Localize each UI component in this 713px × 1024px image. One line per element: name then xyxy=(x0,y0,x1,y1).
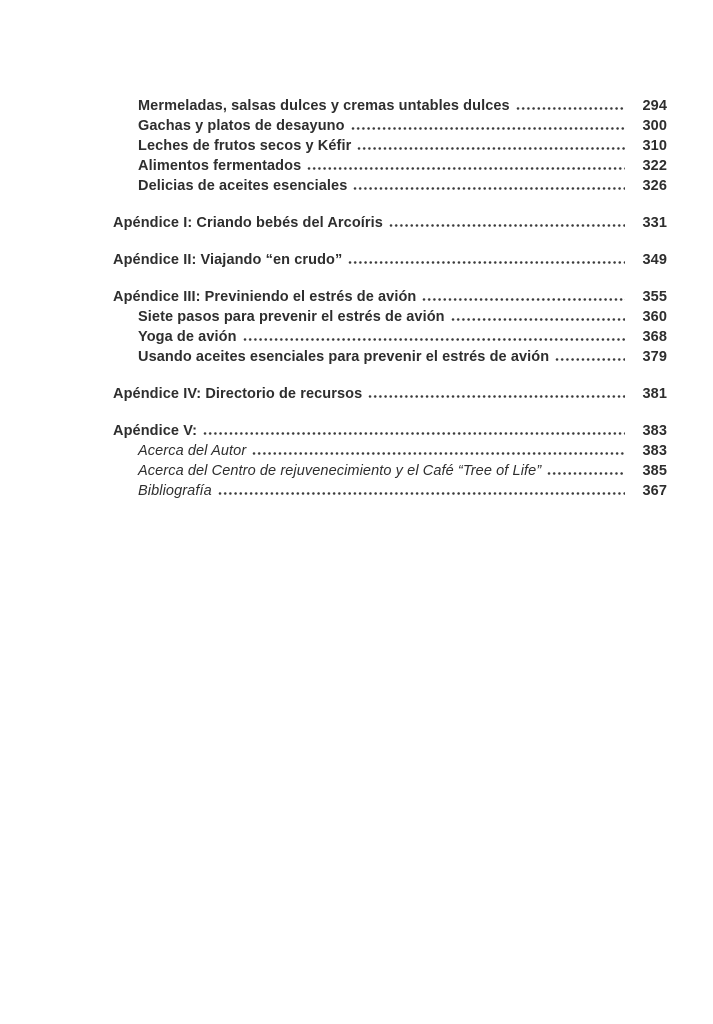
dot-leader xyxy=(451,317,625,322)
toc-row xyxy=(113,136,667,156)
toc-entry-page: 381 xyxy=(642,386,667,402)
toc-entry-page: 294 xyxy=(642,98,667,114)
toc-entry-page: 367 xyxy=(642,483,667,499)
toc-entry-label: Bibliografía xyxy=(138,483,212,499)
dot-leader xyxy=(353,186,625,191)
dot-leader xyxy=(422,297,625,302)
toc-entry-label: Apéndice IV: Directorio de recursos xyxy=(113,386,363,402)
toc-entry-label: Apéndice I: Criando bebés del Arcoíris xyxy=(113,215,383,231)
toc-entry-label: Usando aceites esenciales para prevenir el estrés de avión xyxy=(138,349,550,365)
toc-entry-page: 310 xyxy=(642,138,667,154)
toc-row xyxy=(113,347,667,367)
toc-row xyxy=(113,287,667,307)
toc-entry-label: Delicias de aceites esenciales xyxy=(138,178,348,194)
toc-entry-page: 360 xyxy=(642,309,667,325)
dot-leader xyxy=(243,337,625,342)
dot-leader xyxy=(368,394,625,399)
toc-entry-label: Gachas y platos de desayuno xyxy=(138,118,345,134)
dot-leader xyxy=(203,431,625,436)
dot-leader xyxy=(357,146,625,151)
toc-row xyxy=(113,307,667,327)
dot-leader xyxy=(252,451,625,456)
dot-leader xyxy=(555,357,625,362)
toc-entry-page: 349 xyxy=(642,252,667,268)
toc-list xyxy=(113,96,667,501)
toc-row xyxy=(113,176,667,196)
dot-leader xyxy=(348,260,625,265)
toc-entry-page: 385 xyxy=(642,463,667,479)
toc-row xyxy=(113,461,667,481)
toc-entry-label: Yoga de avión xyxy=(138,329,237,345)
toc-row xyxy=(113,327,667,347)
toc-row xyxy=(113,96,667,116)
toc-entry-page: 383 xyxy=(642,443,667,459)
toc-entry-label: Mermeladas, salsas dulces y cremas untables dulces xyxy=(138,98,510,114)
toc-row xyxy=(113,421,667,441)
toc-entry-label: Acerca del Centro de rejuvenecimiento y el Café “Tree of Life” xyxy=(138,463,542,479)
toc-entry-page: 379 xyxy=(642,349,667,365)
toc-entry-label: Siete pasos para prevenir el estrés de avión xyxy=(138,309,445,325)
toc-entry-page: 331 xyxy=(642,215,667,231)
toc-entry-page: 326 xyxy=(642,178,667,194)
toc-row xyxy=(113,116,667,136)
dot-leader xyxy=(218,491,625,496)
dot-leader xyxy=(547,471,625,476)
dot-leader xyxy=(389,223,625,228)
toc-entry-page: 355 xyxy=(642,289,667,305)
dot-leader xyxy=(307,166,625,171)
toc-entry-label: Alimentos fermentados xyxy=(138,158,302,174)
toc-row xyxy=(113,156,667,176)
toc-row xyxy=(113,250,667,270)
toc-entry-label: Acerca del Autor xyxy=(138,443,247,459)
toc-entry-page: 322 xyxy=(642,158,667,174)
toc-entry-page: 383 xyxy=(642,423,667,439)
toc-entry-page: 368 xyxy=(642,329,667,345)
toc-row xyxy=(113,481,667,501)
toc-row xyxy=(113,213,667,233)
toc-entry-page: 300 xyxy=(642,118,667,134)
dot-leader xyxy=(516,106,625,111)
toc-entry-label: Apéndice V: xyxy=(113,423,198,439)
toc-entry-label: Leches de frutos secos y Kéfir xyxy=(138,138,352,154)
toc-row xyxy=(113,441,667,461)
toc-entry-label: Apéndice II: Viajando “en crudo” xyxy=(113,252,343,268)
toc-row xyxy=(113,384,667,404)
toc-entry-label: Apéndice III: Previniendo el estrés de avión xyxy=(113,289,417,305)
dot-leader xyxy=(351,126,625,131)
